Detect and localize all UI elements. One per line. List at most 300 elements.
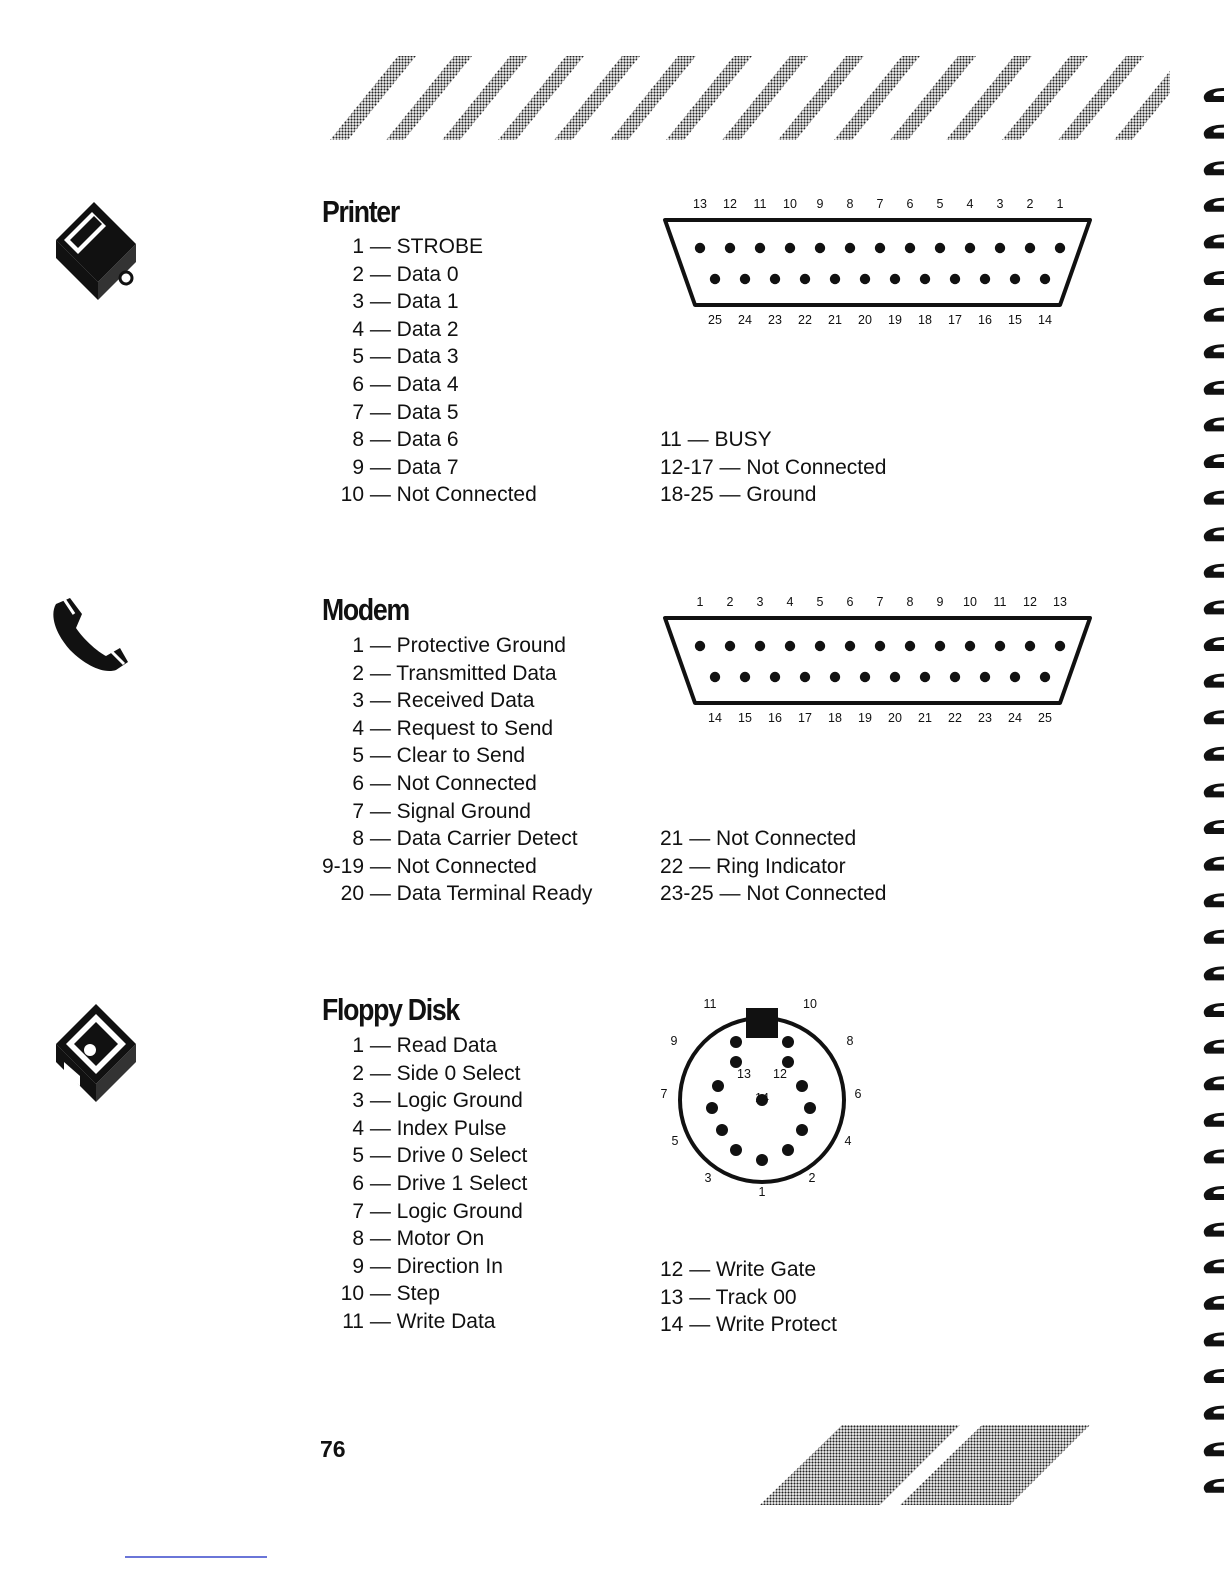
pin-signal-name: Read Data bbox=[396, 1034, 498, 1057]
pin-list-item bbox=[320, 288, 537, 316]
pin-signal-name: Not Connected bbox=[716, 827, 857, 850]
pin-separator: — bbox=[364, 827, 397, 851]
binding-loop bbox=[1204, 234, 1224, 248]
pin-number: 14 bbox=[660, 1313, 684, 1337]
pin-number: 12-17 bbox=[660, 455, 714, 479]
pin-label: 20 bbox=[858, 313, 872, 327]
pin-list-item bbox=[660, 1284, 837, 1312]
pin-number: 2 bbox=[352, 262, 364, 286]
pin-signal-name: Not Connected bbox=[746, 455, 887, 479]
pin-list-item bbox=[320, 798, 592, 826]
pin-signal-name: Write Data bbox=[396, 1309, 496, 1333]
pin-number: 10 bbox=[340, 1282, 364, 1306]
pin-hole bbox=[815, 641, 825, 651]
pin-label: 6 bbox=[854, 1087, 862, 1101]
pin-number: 11 bbox=[660, 428, 682, 451]
pin-number: 20 bbox=[340, 882, 364, 906]
pin-separator: — bbox=[364, 1254, 397, 1278]
pin-number: 10 bbox=[340, 483, 364, 507]
pin-list-item bbox=[320, 233, 537, 261]
footer-stripes-decoration bbox=[760, 1425, 1095, 1510]
pin-label: 17 bbox=[948, 313, 962, 327]
binding-loop bbox=[1204, 88, 1224, 102]
pin-hole bbox=[995, 641, 1005, 651]
pin-label: 7 bbox=[876, 197, 884, 211]
pin-signal-name: Request to Send bbox=[396, 716, 554, 740]
pin-number: 13 bbox=[660, 1285, 684, 1309]
pin-hole bbox=[1055, 641, 1065, 651]
pin-signal-name: Protective Ground bbox=[396, 634, 566, 657]
pin-label: 25 bbox=[708, 313, 722, 327]
pin-label: 23 bbox=[978, 711, 992, 725]
pin-label: 15 bbox=[738, 711, 752, 725]
pin-list-item bbox=[660, 880, 886, 908]
pin-hole bbox=[710, 672, 720, 682]
pin-hole bbox=[716, 1124, 728, 1136]
pin-hole bbox=[830, 672, 840, 682]
pin-hole bbox=[980, 274, 990, 284]
pin-hole bbox=[800, 672, 810, 682]
pin-label: 21 bbox=[828, 313, 842, 327]
pin-hole bbox=[950, 672, 960, 682]
pin-label: 7 bbox=[876, 595, 884, 609]
pin-number: 5 bbox=[352, 1144, 364, 1168]
pin-separator: — bbox=[364, 771, 397, 795]
pin-hole bbox=[695, 641, 705, 651]
pin-list-item bbox=[660, 426, 886, 454]
pin-label: 10 bbox=[803, 997, 817, 1011]
floppy-disk-icon bbox=[50, 996, 140, 1104]
modem-pin-list-left bbox=[320, 632, 592, 908]
pin-hole bbox=[1040, 672, 1050, 682]
binding-loop bbox=[1204, 1479, 1224, 1493]
pin-label: 3 bbox=[704, 1171, 712, 1185]
pin-number: 7 bbox=[352, 400, 364, 424]
pin-separator: — bbox=[683, 854, 717, 878]
binding-loop bbox=[1204, 674, 1224, 688]
pin-separator: — bbox=[364, 1309, 397, 1333]
pin-hole bbox=[796, 1080, 808, 1092]
binding-loop bbox=[1204, 271, 1224, 285]
pin-separator: — bbox=[683, 1313, 717, 1337]
pin-list-item bbox=[320, 1225, 527, 1253]
pin-signal-name: Drive 1 Select bbox=[396, 1171, 528, 1195]
binding-loop bbox=[1204, 1003, 1224, 1017]
pin-signal-name: Not Connected bbox=[396, 771, 537, 795]
pin-label: 4 bbox=[966, 197, 974, 211]
pin-label: 21 bbox=[918, 711, 932, 725]
binding-loop bbox=[1204, 381, 1224, 395]
pin-hole bbox=[845, 641, 855, 651]
pin-signal-name: Track 00 bbox=[715, 1285, 797, 1309]
pin-hole bbox=[770, 274, 780, 284]
pin-list-item bbox=[320, 261, 537, 289]
pin-label: 16 bbox=[768, 711, 782, 725]
pin-separator: — bbox=[364, 483, 397, 507]
binding-loop bbox=[1204, 125, 1224, 139]
binding-loop bbox=[1204, 930, 1224, 944]
modem-section-title: Modem bbox=[322, 592, 409, 627]
spiral-binding-decoration bbox=[1192, 80, 1224, 1500]
pin-hole bbox=[782, 1144, 794, 1156]
pin-label: 11 bbox=[703, 997, 717, 1011]
pin-list-item bbox=[320, 660, 592, 688]
pin-label: 18 bbox=[828, 711, 842, 725]
pin-label: 14 bbox=[1038, 313, 1052, 327]
pin-number: 4 bbox=[352, 1116, 364, 1140]
pin-signal-name: Motor On bbox=[396, 1227, 485, 1251]
footer-rule bbox=[125, 1556, 267, 1558]
pin-label: 13 bbox=[1053, 595, 1067, 609]
pin-number: 8 bbox=[352, 1227, 364, 1251]
pin-label: 3 bbox=[996, 197, 1004, 211]
pin-signal-name: Clear to Send bbox=[396, 744, 526, 768]
floppy-din14-connector bbox=[650, 990, 880, 1210]
pin-label: 8 bbox=[906, 595, 914, 609]
pin-separator: — bbox=[713, 455, 747, 479]
pin-separator: — bbox=[364, 1282, 397, 1306]
pin-label: 12 bbox=[1023, 595, 1037, 609]
pin-hole bbox=[920, 672, 930, 682]
pin-list-item bbox=[320, 825, 592, 853]
pin-number: 9-19 bbox=[321, 854, 364, 878]
pin-list-item bbox=[320, 1170, 527, 1198]
pin-label: 9 bbox=[816, 197, 824, 211]
pin-separator: — bbox=[364, 854, 397, 878]
binding-loop bbox=[1204, 1442, 1224, 1456]
pin-signal-name: Index Pulse bbox=[396, 1116, 507, 1140]
pin-list-item bbox=[320, 1115, 527, 1143]
pin-hole bbox=[804, 1102, 816, 1114]
pin-hole bbox=[875, 243, 885, 253]
pin-label: 10 bbox=[963, 595, 977, 609]
pin-separator: — bbox=[364, 661, 397, 685]
pin-hole bbox=[785, 641, 795, 651]
pin-list-item bbox=[320, 399, 537, 427]
binding-loop bbox=[1204, 1223, 1224, 1237]
pin-hole bbox=[725, 641, 735, 651]
pin-label: 7 bbox=[660, 1087, 668, 1101]
pin-signal-name: Ground bbox=[746, 483, 817, 507]
floppy-section-title: Floppy Disk bbox=[322, 992, 459, 1027]
binding-loop bbox=[1204, 454, 1224, 468]
pin-label: 13 bbox=[737, 1067, 751, 1081]
printer-icon bbox=[50, 196, 140, 300]
binding-loop bbox=[1204, 1259, 1224, 1273]
pin-list-item bbox=[660, 1311, 837, 1339]
pin-label: 24 bbox=[1008, 711, 1022, 725]
pin-hole bbox=[695, 243, 705, 253]
pin-separator: — bbox=[364, 634, 397, 657]
pin-list-item bbox=[320, 454, 537, 482]
pin-list-item bbox=[320, 426, 537, 454]
binding-loop bbox=[1204, 857, 1224, 871]
pin-signal-name: Side 0 Select bbox=[396, 1061, 521, 1085]
pin-label: 23 bbox=[768, 313, 782, 327]
pin-label: 22 bbox=[798, 313, 812, 327]
pin-separator: — bbox=[364, 400, 397, 424]
pin-list-item bbox=[320, 1142, 527, 1170]
pin-label: 11 bbox=[753, 197, 767, 211]
pin-hole bbox=[815, 243, 825, 253]
binding-loop bbox=[1204, 564, 1224, 578]
pin-list-item bbox=[660, 825, 886, 853]
pin-hole bbox=[905, 641, 915, 651]
pin-separator: — bbox=[681, 428, 715, 451]
pin-number: 2 bbox=[352, 1061, 364, 1085]
pin-signal-name: Logic Ground bbox=[396, 1199, 523, 1223]
pin-list-item bbox=[320, 715, 592, 743]
pin-hole bbox=[706, 1102, 718, 1114]
pin-hole bbox=[935, 641, 945, 651]
pin-label: 16 bbox=[978, 313, 992, 327]
pin-list-item bbox=[320, 1280, 527, 1308]
pin-hole bbox=[740, 672, 750, 682]
pin-separator: — bbox=[364, 1116, 397, 1140]
header-stripes-decoration bbox=[320, 52, 1170, 142]
pin-separator: — bbox=[364, 428, 397, 452]
pin-separator: — bbox=[364, 1061, 397, 1085]
pin-separator: — bbox=[364, 345, 397, 369]
pin-label: 2 bbox=[726, 595, 734, 609]
pin-separator: — bbox=[364, 1199, 397, 1223]
pin-separator: — bbox=[683, 1285, 716, 1309]
pin-signal-name: Signal Ground bbox=[396, 799, 531, 823]
connector-shell bbox=[665, 220, 1090, 305]
pin-list-item bbox=[320, 1032, 527, 1060]
pin-separator: — bbox=[364, 716, 397, 740]
pin-separator: — bbox=[364, 235, 397, 258]
pin-hole bbox=[1010, 274, 1020, 284]
connector-shell bbox=[665, 618, 1090, 703]
printer-pin-list-left bbox=[320, 233, 537, 509]
pin-label: 2 bbox=[808, 1171, 816, 1185]
pin-hole bbox=[755, 641, 765, 651]
binding-loop bbox=[1204, 893, 1224, 907]
pin-signal-name: BUSY bbox=[714, 428, 772, 451]
pin-hole bbox=[730, 1144, 742, 1156]
pin-signal-name: Data 4 bbox=[396, 372, 459, 396]
binding-loop bbox=[1204, 966, 1224, 980]
binding-loop bbox=[1204, 1332, 1224, 1346]
binding-loop bbox=[1204, 1113, 1224, 1127]
pin-separator: — bbox=[713, 882, 747, 906]
pin-number: 3 bbox=[352, 689, 364, 713]
pin-label: 6 bbox=[906, 197, 914, 211]
pin-signal-name: Transmitted Data bbox=[396, 661, 557, 685]
pin-label: 8 bbox=[846, 1034, 854, 1048]
pin-number: 8 bbox=[352, 428, 364, 452]
pin-list-item bbox=[660, 853, 886, 881]
pin-number: 7 bbox=[352, 799, 364, 823]
pin-number: 2 bbox=[352, 661, 364, 685]
binding-loop bbox=[1204, 491, 1224, 505]
pin-number: 8 bbox=[352, 827, 364, 851]
pin-hole bbox=[875, 641, 885, 651]
pin-hole bbox=[770, 672, 780, 682]
pin-separator: — bbox=[364, 455, 397, 479]
pin-signal-name: Data Carrier Detect bbox=[396, 827, 578, 851]
pin-hole bbox=[710, 274, 720, 284]
pin-label: 12 bbox=[773, 1067, 787, 1081]
pin-number: 22 bbox=[660, 854, 684, 878]
pin-label: 22 bbox=[948, 711, 962, 725]
pin-list-item bbox=[320, 1087, 527, 1115]
binding-loop bbox=[1204, 783, 1224, 797]
printer-section-title: Printer bbox=[322, 194, 399, 229]
pin-label: 20 bbox=[888, 711, 902, 725]
binding-loop bbox=[1204, 1369, 1224, 1383]
pin-separator: — bbox=[713, 483, 747, 507]
pin-number: 23-25 bbox=[660, 882, 714, 906]
pin-list-item bbox=[320, 770, 592, 798]
pin-separator: — bbox=[683, 827, 717, 850]
pin-list-item bbox=[320, 371, 537, 399]
pin-number: 6 bbox=[352, 372, 364, 396]
pin-hole bbox=[730, 1036, 742, 1048]
pin-hole bbox=[830, 274, 840, 284]
binding-loop bbox=[1204, 308, 1224, 322]
pin-hole bbox=[965, 641, 975, 651]
pin-separator: — bbox=[364, 744, 397, 768]
binding-loop bbox=[1204, 637, 1224, 651]
pin-list-item bbox=[320, 481, 537, 509]
pin-list-item bbox=[320, 1308, 527, 1336]
floppy-pin-list-right bbox=[660, 1256, 837, 1339]
pin-label: 19 bbox=[858, 711, 872, 725]
binding-loop bbox=[1204, 820, 1224, 834]
pin-hole bbox=[860, 274, 870, 284]
pin-hole bbox=[755, 243, 765, 253]
pin-hole bbox=[1010, 672, 1020, 682]
pin-hole bbox=[890, 274, 900, 284]
pin-label: 5 bbox=[671, 1134, 679, 1148]
pin-separator: — bbox=[364, 290, 397, 314]
pin-number: 21 bbox=[660, 827, 684, 850]
pin-hole bbox=[782, 1036, 794, 1048]
telephone-icon bbox=[48, 592, 134, 674]
pin-number: 12 bbox=[660, 1258, 684, 1281]
pin-signal-name: Not Connected bbox=[746, 882, 887, 906]
pin-label: 15 bbox=[1008, 313, 1022, 327]
pin-number: 1 bbox=[352, 1034, 364, 1057]
pin-label: 12 bbox=[723, 197, 737, 211]
pin-list-item bbox=[320, 742, 592, 770]
binding-loop bbox=[1204, 1040, 1224, 1054]
pin-separator: — bbox=[364, 1171, 397, 1195]
pin-number: 4 bbox=[352, 716, 364, 740]
pin-hole bbox=[1025, 243, 1035, 253]
pin-list-item bbox=[320, 853, 592, 881]
pin-separator: — bbox=[364, 262, 397, 286]
pin-label: 14 bbox=[755, 1091, 769, 1105]
pin-list-item bbox=[320, 316, 537, 344]
pin-signal-name: Write Gate bbox=[716, 1258, 817, 1281]
pin-separator: — bbox=[364, 1227, 397, 1251]
pin-separator: — bbox=[364, 882, 397, 906]
pin-label: 5 bbox=[936, 197, 944, 211]
binding-loop bbox=[1204, 710, 1224, 724]
pin-number: 3 bbox=[352, 290, 364, 314]
pin-label: 24 bbox=[738, 313, 752, 327]
binding-loop bbox=[1204, 417, 1224, 431]
pin-label: 18 bbox=[918, 313, 932, 327]
binding-loop bbox=[1204, 1149, 1224, 1163]
binding-loop bbox=[1204, 527, 1224, 541]
pin-list-item bbox=[320, 632, 592, 660]
pin-signal-name: Data 2 bbox=[396, 317, 459, 341]
pin-hole bbox=[800, 274, 810, 284]
pin-signal-name: Data 7 bbox=[396, 455, 459, 479]
pin-number: 6 bbox=[352, 1171, 364, 1195]
binding-loop bbox=[1204, 1076, 1224, 1090]
pin-separator: — bbox=[364, 799, 397, 823]
pin-number: 3 bbox=[352, 1089, 364, 1113]
pin-list-item bbox=[320, 1198, 527, 1226]
pin-hole bbox=[1040, 274, 1050, 284]
printer-db25-connector bbox=[660, 190, 1100, 340]
pin-hole bbox=[725, 243, 735, 253]
pin-hole bbox=[1055, 243, 1065, 253]
pin-list-item bbox=[320, 1253, 527, 1281]
binding-loop bbox=[1204, 747, 1224, 761]
pin-hole bbox=[785, 243, 795, 253]
pin-signal-name: Data 1 bbox=[396, 290, 459, 314]
pin-number: 1 bbox=[352, 235, 364, 258]
pin-signal-name: Direction In bbox=[396, 1254, 503, 1278]
pin-hole bbox=[712, 1080, 724, 1092]
pin-signal-name: Data 3 bbox=[396, 345, 459, 369]
pin-label: 17 bbox=[798, 711, 812, 725]
pin-separator: — bbox=[364, 317, 397, 341]
pin-label: 2 bbox=[1026, 197, 1034, 211]
pin-label: 1 bbox=[758, 1185, 766, 1199]
binding-loop bbox=[1204, 161, 1224, 175]
pin-hole bbox=[950, 274, 960, 284]
pin-list-item bbox=[320, 880, 592, 908]
pin-signal-name: Drive 0 Select bbox=[396, 1144, 528, 1168]
binding-loop bbox=[1204, 1296, 1224, 1310]
pin-number: 9 bbox=[352, 455, 364, 479]
pin-hole bbox=[920, 274, 930, 284]
pin-signal-name: Data 6 bbox=[396, 428, 459, 452]
pin-hole bbox=[796, 1124, 808, 1136]
pin-number: 1 bbox=[352, 634, 364, 657]
pin-list-item bbox=[660, 481, 886, 509]
pin-hole bbox=[995, 243, 1005, 253]
pin-signal-name: Step bbox=[396, 1282, 440, 1306]
pin-list-item bbox=[660, 1256, 837, 1284]
pin-number: 18-25 bbox=[660, 483, 714, 507]
pin-number: 9 bbox=[352, 1254, 364, 1278]
pin-signal-name: Received Data bbox=[396, 689, 535, 713]
pin-number: 7 bbox=[352, 1199, 364, 1223]
pin-label: 10 bbox=[783, 197, 797, 211]
pin-label: 1 bbox=[696, 595, 704, 609]
pin-list-item bbox=[320, 343, 537, 371]
pin-separator: — bbox=[364, 1089, 397, 1113]
pin-label: 1 bbox=[1056, 197, 1064, 211]
binding-loop bbox=[1204, 198, 1224, 212]
pin-number: 6 bbox=[352, 771, 364, 795]
pin-signal-name: Data 5 bbox=[396, 400, 459, 424]
printer-pin-list-right bbox=[660, 426, 886, 509]
binding-loop bbox=[1204, 600, 1224, 614]
pin-label: 3 bbox=[756, 595, 764, 609]
pin-hole bbox=[935, 243, 945, 253]
pin-hole bbox=[980, 672, 990, 682]
pin-label: 19 bbox=[888, 313, 902, 327]
